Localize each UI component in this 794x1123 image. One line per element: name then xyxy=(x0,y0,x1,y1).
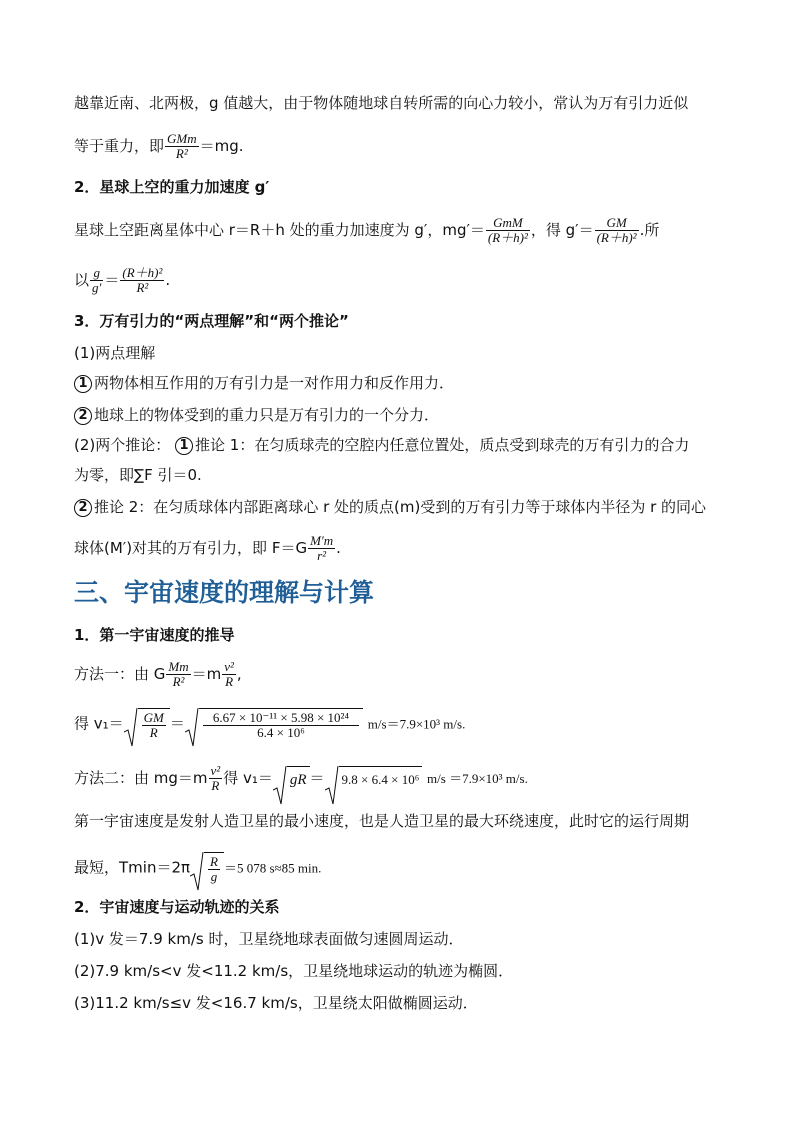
text-fragment: 两物体相互作用的万有引力是一对作用力和反作用力． xyxy=(94,374,455,392)
fraction xyxy=(203,711,359,740)
text-fragment: 得 v₁＝ xyxy=(223,769,273,787)
text-line xyxy=(74,852,321,884)
fraction xyxy=(165,132,199,161)
text-line xyxy=(74,534,341,563)
circled-number: 1 xyxy=(175,437,193,455)
numerator: v² xyxy=(224,659,234,674)
sqrt-sign xyxy=(124,708,138,748)
denominator: r² xyxy=(317,548,327,563)
sqrt-sign xyxy=(273,766,287,806)
text-fragment: 等于重力，即 xyxy=(74,137,165,155)
sqrt-sign xyxy=(185,708,199,748)
text-fragment: ＝m xyxy=(191,665,222,683)
text-fragment: m/s＝7.9×10³ m/s. xyxy=(367,716,466,732)
text-fragment: 球体(M′)对其的万有引力，即 F＝G xyxy=(74,539,308,557)
text-line xyxy=(74,132,244,161)
fraction xyxy=(166,660,190,689)
text-line: (1)两点理解 xyxy=(74,344,156,362)
text-line xyxy=(74,496,706,518)
numerator: (R＋h)² xyxy=(122,265,163,280)
text-fragment: , xyxy=(236,665,242,683)
fraction xyxy=(209,764,223,793)
sqrt-expression xyxy=(185,708,363,740)
denominator: R² xyxy=(172,674,185,689)
denominator: R xyxy=(149,725,158,740)
list-item: (2)7.9 km/s<v 发<11.2 km/s，卫星绕地球运动的轨迹为椭圆． xyxy=(74,962,514,980)
section-title: 2．星球上空的重力加速度 g′ xyxy=(74,178,270,196)
sqrt-sign xyxy=(325,766,339,806)
text-fragment: ＝ xyxy=(309,769,325,787)
numerator: v² xyxy=(210,763,221,778)
denominator: g xyxy=(210,869,218,884)
numerator: GM xyxy=(595,216,639,231)
text-line: 越靠近南、北两极，g 值越大，由于物体随地球自转所需的向心力较小，常认为万有引力近似 xyxy=(74,94,689,112)
circled-number: 2 xyxy=(74,499,92,517)
text-fragment: ＝5 078 s≈85 min. xyxy=(223,860,322,876)
sqrt-expression xyxy=(325,766,423,791)
text-fragment: 以 xyxy=(74,271,90,289)
sqrt-expression xyxy=(273,766,310,791)
numerator: g xyxy=(90,266,103,281)
fraction xyxy=(308,534,335,563)
denominator: R² xyxy=(136,280,149,295)
sqrt-body: gR xyxy=(287,766,310,791)
sqrt-expression xyxy=(124,708,170,740)
fraction xyxy=(90,266,103,295)
text-fragment: 推论 1：在匀质球壳的空腔内任意位置处，质点受到球壳的万有引力的合力 xyxy=(195,436,690,454)
chapter-heading: 三、宇宙速度的理解与计算 xyxy=(74,578,375,607)
circled-number: 2 xyxy=(74,407,92,425)
fraction xyxy=(142,711,166,740)
list-item xyxy=(74,372,454,394)
denominator: (R＋h)² xyxy=(487,230,528,245)
fraction xyxy=(486,216,530,245)
section-title: 3．万有引力的“两点理解”和“两个推论” xyxy=(74,312,349,330)
section-title: 2．宇宙速度与运动轨迹的关系 xyxy=(74,898,280,916)
numerator: Mm xyxy=(168,659,189,674)
text-fragment: . xyxy=(165,271,171,289)
text-line xyxy=(74,266,170,295)
text-fragment: m/s ＝7.9×10³ m/s. xyxy=(427,771,528,786)
numerator: GM xyxy=(143,710,164,725)
text-line xyxy=(74,434,689,456)
denominator: 6.4 × 10⁶ xyxy=(257,725,305,740)
list-item: (3)11.2 km/s≤v 发<16.7 km/s，卫星绕太阳做椭圆运动． xyxy=(74,994,478,1012)
denominator: R xyxy=(211,778,220,793)
text-fragment: ＝mg. xyxy=(199,137,244,155)
denominator: (R＋h)² xyxy=(596,230,637,245)
section-title: 1．第一宇宙速度的推导 xyxy=(74,626,235,644)
text-fragment: ，得 g′＝ xyxy=(530,221,594,239)
text-fragment: 方法二：由 mg＝m xyxy=(74,769,208,787)
denominator: g′ xyxy=(92,280,102,295)
fraction xyxy=(595,216,639,245)
circled-number: 1 xyxy=(74,375,92,393)
text-fragment: (2)两个推论： xyxy=(74,436,171,454)
text-fragment: 最短，Tmin＝2π xyxy=(74,858,191,877)
denominator: R xyxy=(225,674,234,689)
text-fragment: 星球上空距离星体中心 r＝R＋h 处的重力加速度为 g′，mg′＝ xyxy=(74,221,485,239)
numerator: GmM xyxy=(486,216,530,231)
list-item: (1)v 发＝7.9 km/s 时，卫星绕地球表面做匀速圆周运动． xyxy=(74,930,464,948)
text-fragment: 推论 2：在匀质球体内部距离球心 r 处的质点(m)受到的万有引力等于球体内半径为 r 的同心 xyxy=(94,498,707,516)
fraction xyxy=(120,266,164,295)
numerator: R xyxy=(210,854,218,869)
text-fragment: ＝ xyxy=(169,714,185,733)
text-line: 为零，即∑F 引＝0. xyxy=(74,466,202,484)
text-fragment: ＝ xyxy=(104,271,120,289)
text-fragment: 方法一：由 G xyxy=(74,665,166,683)
fraction xyxy=(208,855,220,884)
numerator: 6.67 × 10⁻¹¹ × 5.98 × 10²⁴ xyxy=(203,711,359,726)
text-line xyxy=(74,216,659,245)
numerator: M′m xyxy=(310,533,334,548)
text-line: 第一宇宙速度是发射人造卫星的最小速度，也是人造卫星的最大环绕速度，此时它的运行周期 xyxy=(74,812,690,830)
text-line xyxy=(74,708,465,740)
text-line xyxy=(74,764,528,793)
text-fragment: .所 xyxy=(639,221,660,239)
sqrt-expression xyxy=(190,852,224,884)
text-fragment: 地球上的物体受到的重力只是万有引力的一个分力． xyxy=(94,406,440,424)
numerator: GMm xyxy=(167,131,197,146)
text-fragment: 得 v₁＝ xyxy=(74,714,124,733)
sqrt-body: 9.8 × 6.4 × 10⁶ xyxy=(339,766,423,791)
sqrt-sign xyxy=(190,852,204,892)
fraction xyxy=(222,660,236,689)
denominator: R² xyxy=(175,146,188,161)
text-line xyxy=(74,660,242,689)
text-fragment: . xyxy=(336,539,341,557)
list-item xyxy=(74,404,439,426)
